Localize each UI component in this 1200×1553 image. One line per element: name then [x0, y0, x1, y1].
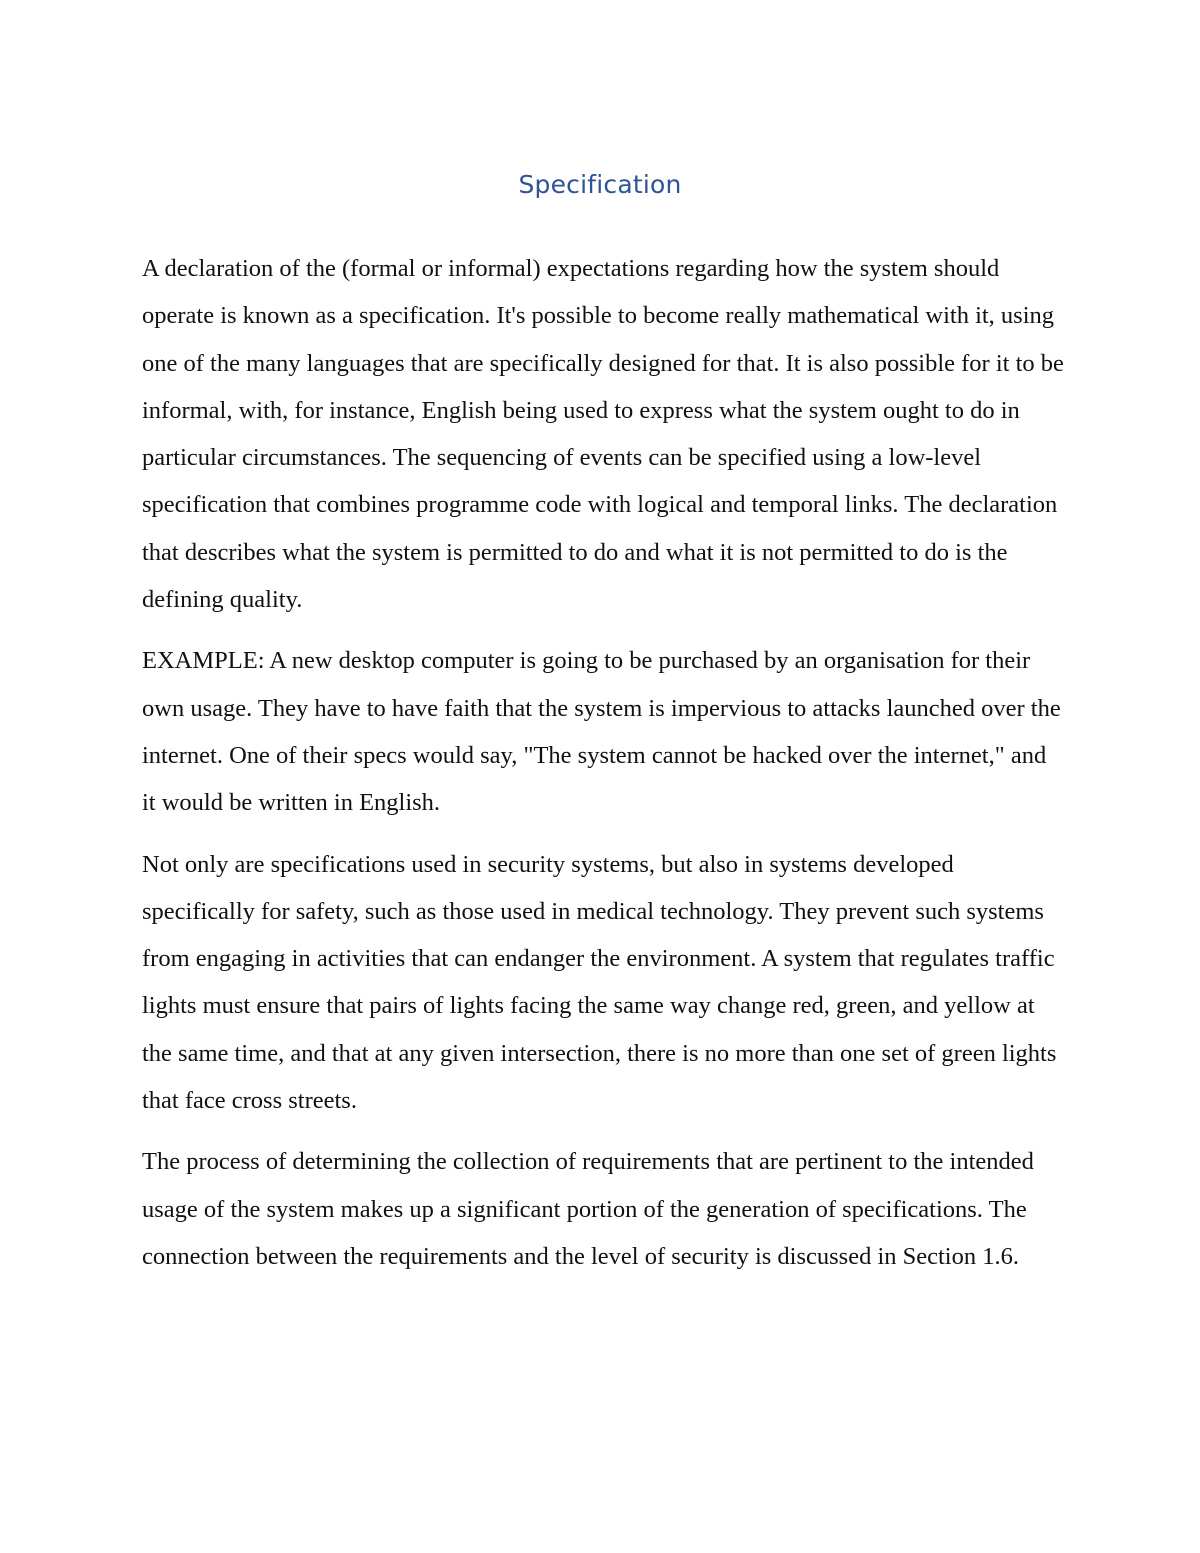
paragraph-requirements: The process of determining the collection of requirements that are pertinent to the intended usage of the system makes up a significant portion of the generation of specifications. The connection between the requirements and the level of security is discussed in Section 1.6.	[142, 1148, 1034, 1270]
document-body	[142, 245, 1064, 1294]
paragraph-definition: A declaration of the (formal or informal) expectations regarding how the system should operate is known as a specification. It's possible to become really mathematical with it, using one of the many languages that are specifically designed for that. It is also possible for it to be informal, with, for instance, English being used to express what the system ought to do in particular circumstances. The sequencing of events can be specified using a low-level specification that combines programme code with logical and temporal links. The declaration that describes what the system is permitted to do and what it is not permitted to do is the defining quality.	[142, 255, 1064, 614]
page-title: Specification	[518, 170, 682, 199]
paragraph-example: EXAMPLE: A new desktop computer is going to be purchased by an organisation for their own usage. They have to have faith that the system is impervious to attacks launched over the internet. One of their specs would say, "The system cannot be hacked over the internet," and it would be written in English.	[142, 647, 1061, 817]
paragraph-safety-systems: Not only are specifications used in security systems, but also in systems developed specifically for safety, such as those used in medical technology. They prevent such systems from engaging in activities that can endanger the environment. A system that regulates traffic lights must ensure that pairs of lights facing the same way change red, green, and yellow at the same time, and that at any given intersection, there is no more than one set of green lights that face cross streets.	[142, 850, 1057, 1115]
